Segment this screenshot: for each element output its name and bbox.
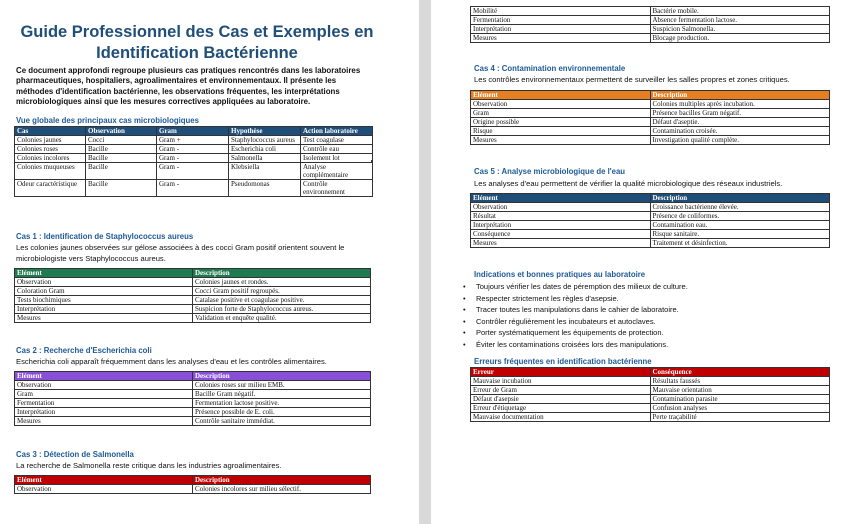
list-item [463,304,688,316]
table-cell: Mesures [15,417,193,426]
table-row [471,136,830,145]
list-item-text: Toujours vérifier les dates de péremption des milieux de culture. [476,282,688,291]
table-row [15,278,371,287]
table-cell: Mesures [471,136,651,145]
table-header-row [471,194,830,203]
case-4-text: Les contrôles environnementaux permettent de surveiller les salles propres et zones critiques. [474,75,790,84]
table-cell: Présence bacilles Gram négatif. [650,109,830,118]
table-row [15,399,371,408]
table-cell: Suspicion Salmonella. [650,25,830,34]
table-cell: Risque [471,127,651,136]
table-row [471,386,830,395]
table-cell: Bacille [86,145,157,154]
table-row [471,203,830,212]
table-cell: Présence possible de E. coli. [193,408,371,417]
bullet-icon: • [463,305,466,314]
table-cell: Colonies jaunes et rondes. [193,278,371,287]
table-cell: Présence de coliformes. [650,212,830,221]
table-cell: Traitement et désinfection. [650,239,830,248]
table-cell: Gram [471,109,651,118]
table-cell: Absence fermentation lactose. [650,16,830,25]
list-item [463,339,688,351]
table-row [471,25,830,34]
table-cell: Observation [15,278,193,287]
good-practices-heading: Indications et bonnes pratiques au laboratoire [474,270,646,279]
table-header-cell: Elément [15,269,193,278]
bullet-icon: • [463,328,466,337]
table-cell: Blocage production. [650,34,830,43]
table-cell: Croissance bactérienne élevée. [650,203,830,212]
table-header-cell: Description [193,269,371,278]
table-cell: Colonies incolores sur milieu sélectif. [193,485,371,494]
case-3-text: La recherche de Salmonella reste critique dans les industries agroalimentaires. [16,461,282,470]
table-cell: Contamination parasite [650,395,830,404]
overview-header-cell: Gram [157,127,229,136]
table-cell: Fermentation [471,16,651,25]
table-cell: Cocci [86,136,157,145]
table-header-row [471,368,830,377]
table-header-cell: Description [650,91,830,100]
table-cell: Bacille [86,163,157,180]
table-cell: Défaut d'aseptie. [650,118,830,127]
list-item-text: Porter systématiquement les équipements de protection. [476,328,664,337]
list-item [463,293,688,305]
case-1-table [14,268,371,323]
table-row [471,377,830,386]
case-2-text: Escherichia coli apparaît fréquemment dans les analyses d'eau et les contrôles alimentaires. [16,357,327,366]
table-cell: Coloration Gram [15,287,193,296]
list-item-text: Tracer toutes les manipulations dans le cahier de laboratoire. [476,305,679,314]
table-row [471,395,830,404]
table-header-row [15,269,371,278]
case-4-heading: Cas 4 : Contamination environnementale [474,64,626,73]
table-cell: Test coagulase [301,136,373,145]
table-cell: Mobilité [471,7,651,16]
table-cell: Mauvaise orientation [650,386,830,395]
table-cell: Gram - [157,154,229,163]
table-cell: Isolement lot [301,154,373,163]
table-row [15,154,373,163]
case-3-table [14,475,371,494]
table-cell: Erreur de Gram [471,386,651,395]
table-cell: Interprétation [471,221,651,230]
table-header-row [15,372,371,381]
table-row [471,404,830,413]
table-cell: Escherichia coli [229,145,301,154]
table-cell: Observation [471,203,651,212]
table-cell: Mauvaise incubation [471,377,651,386]
errors-heading: Erreurs fréquentes en identification bactérienne [474,357,652,366]
table-cell: Interprétation [15,408,193,417]
table-cell: Salmonella [229,154,301,163]
table-cell: Bacille [86,180,157,197]
case-2-heading: Cas 2 : Recherche d'Escherichia coli [16,346,152,355]
table-cell: Gram [15,390,193,399]
table-row [15,305,371,314]
table-cell: Résultats faussés [650,377,830,386]
table-cell: Gram - [157,180,229,197]
table-row [15,408,371,417]
table-cell: Gram + [157,136,229,145]
table-header-cell: Elément [15,476,193,485]
list-item-text: Éviter les contaminations croisées lors des manipulations. [476,339,669,349]
bullet-icon: • [463,282,466,291]
case-5-text: Les analyses d'eau permettent de vérifier la qualité microbiologique des réseaux industriels. [474,179,783,188]
table-cell: Cocci Gram positif regroupés. [193,287,371,296]
table-cell: Résultat [471,212,651,221]
table-cell: Confusion analyses [650,404,830,413]
table-row [471,16,830,25]
table-cell: Bacille [86,154,157,163]
table-header-cell: Description [193,476,371,485]
table-cell: Conséquence [471,230,651,239]
overview-heading: Vue globale des principaux cas microbiologiques [16,116,199,125]
case-5-heading: Cas 5 : Analyse microbiologique de l'eau [474,167,626,176]
errors-table [470,367,830,422]
table-cell: Interprétation [15,305,193,314]
table-cell: Gram - [157,145,229,154]
table-row [15,485,371,494]
table-cell: Catalase positive et coagulase positive. [193,296,371,305]
table-row [471,239,830,248]
table-cell: Fermentation lactose positive. [193,399,371,408]
bullet-icon: • [463,316,466,326]
overview-body [15,136,373,197]
table-header-cell: Elément [471,91,651,100]
table-cell: Observation [15,485,193,494]
table-header-row [15,476,371,485]
table-cell: Observation [15,381,193,390]
list-item-text: Contrôler régulièrement les incubateurs et autoclaves. [476,316,656,326]
table-row [15,145,373,154]
table-row [471,34,830,43]
list-item [463,281,688,293]
table-row [471,212,830,221]
table-cell: Risque sanitaire. [650,230,830,239]
table-row [15,381,371,390]
table-cell: Erreur d'étiquetage [471,404,651,413]
table-cell: Gram - [157,163,229,180]
table-row [471,230,830,239]
table-cell: Klebsiella [229,163,301,180]
table-row [15,163,373,180]
overview-table [14,126,373,197]
table-row [15,417,371,426]
table-cell: Mesures [471,34,651,43]
case-5-table [470,193,830,248]
bullet-icon: • [463,339,466,349]
table-cell: Contamination croisée. [650,127,830,136]
table-row [15,314,371,323]
table-cell: Fermentation [15,399,193,408]
table-header-cell: Elément [471,194,651,203]
table-cell: Colonies roses [15,145,86,154]
overview-header-cell: Observation [86,127,157,136]
bullet-icon: • [463,293,466,303]
table-cell: Contrôle environnement [301,180,373,197]
overview-header-cell: Hypothèse [229,127,301,136]
table-row [15,390,371,399]
case-1-text: Les colonies jaunes observées sur gélose associées à des cocci Gram positif orientent souvent le microbiologiste vers Staphylococcus aureus. [16,243,345,263]
table-row [471,100,830,109]
table-row [471,127,830,136]
table-row [15,180,373,197]
page-gutter [419,0,431,524]
overview-header-cell: Action laboratoire [301,127,373,136]
document-title: Guide Professionnel des Cas et Exemples en Identification Bactérienne [20,23,374,62]
table-cell: Colonies roses sur milieu EMB. [193,381,371,390]
table-cell: Analyse complémentaire [301,163,373,180]
table-cell: Observation [471,100,651,109]
table-cell: Perte traçabilité [650,413,830,422]
table-cell: Investigation qualité complète. [650,136,830,145]
table-row [471,7,830,16]
table-cell: Colonies incolores [15,154,86,163]
table-cell: Mesures [471,239,651,248]
good-practices-list [463,281,688,350]
table-cell: Colonies jaunes [15,136,86,145]
table-row [15,296,371,305]
case-1-heading: Cas 1 : Identification de Staphylococcus aureus [16,232,194,241]
table-cell: Staphylococcus aureus [229,136,301,145]
table-row [15,136,373,145]
table-header-cell: Description [650,194,830,203]
document-page-1 [0,0,419,524]
case-2-table [14,371,371,426]
table-row [471,221,830,230]
document-page-2 [431,0,850,524]
table-cell: Contrôle eau [301,145,373,154]
table-cell: Défaut d'asepsie [471,395,651,404]
table-cell: Suspicion forte de Staphylococcus aureus. [193,305,371,314]
table-cell: Interprétation [471,25,651,34]
table-cell: Pseudomonas [229,180,301,197]
table-cell: Odeur caractéristique [15,180,86,197]
table-header-row [471,91,830,100]
table-row [15,287,371,296]
table-cell: Colonies muqueuses [15,163,86,180]
table-cell: Mauvaise documentation [471,413,651,422]
table-cell: Tests biochimiques [15,296,193,305]
case-4-table [470,90,830,145]
table-cell: Origine possible [471,118,651,127]
table-cell: Colonies multiples après incubation. [650,100,830,109]
table-cell: Validation et enquête qualité. [193,314,371,323]
table-row [471,109,830,118]
table-header-cell: Elément [15,372,193,381]
list-item-text: Respecter strictement les règles d'asepsie. [476,293,619,303]
table-cell: Contamination eau. [650,221,830,230]
table-cell: Bactérie mobile. [650,7,830,16]
overview-header-cell: Cas [15,127,86,136]
document-intro: Ce document approfondi regroupe plusieurs cas pratiques rencontrés dans les laboratoires pharmaceutiques, hospitaliers, agroalimentaires et environnementaux. Il présente les méthodes d'identification bactérienne, les observations fréquentes, les interprétations microbiologiques ainsi que les mesures correctives appliquées au laboratoire. [16,66,361,107]
table-row [471,413,830,422]
overview-header-row [15,127,373,136]
table-row [471,118,830,127]
list-item [463,316,688,328]
table-cell: Bacille Gram négatif. [193,390,371,399]
table-cell: Contrôle sanitaire immédiat. [193,417,371,426]
list-item [463,327,688,339]
table-header-cell: Description [193,372,371,381]
paragraph-mark [371,160,373,162]
case-3-heading: Cas 3 : Détection de Salmonella [16,450,134,459]
table-cell: Mesures [15,314,193,323]
table-header-cell: Erreur [471,368,651,377]
table-header-cell: Conséquence [650,368,830,377]
case-3-table-continued [470,6,830,43]
